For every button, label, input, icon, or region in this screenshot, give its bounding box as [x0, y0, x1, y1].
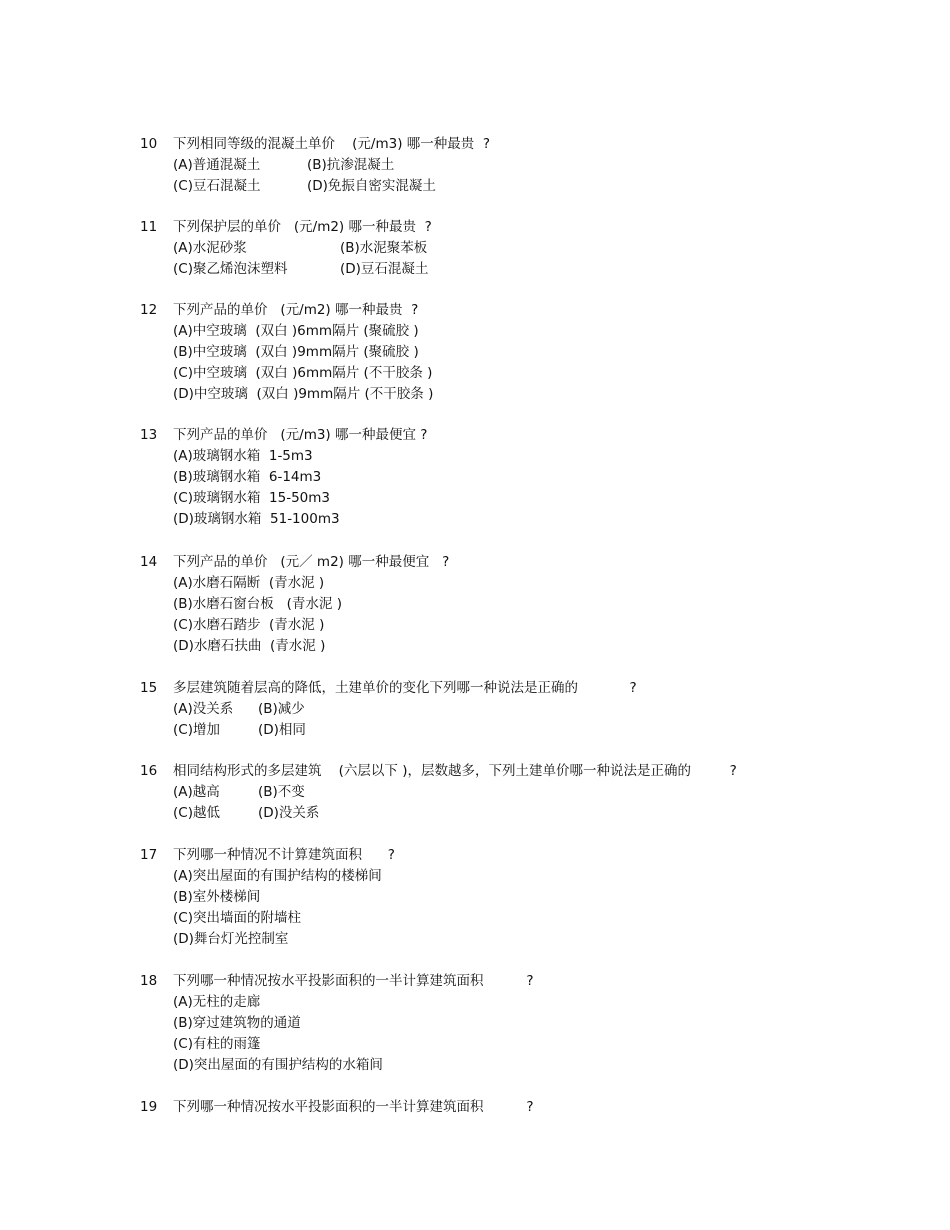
question-number: 17 [140, 847, 158, 863]
question-text: 下列产品的单价 (元/m2) 哪一种最贵 ? [173, 302, 419, 318]
option-row [173, 573, 900, 594]
question-text: 下列产品的单价 (元/m3) 哪一种最便宜 ? [173, 427, 428, 443]
question-13 [140, 425, 900, 530]
question-stem [140, 761, 900, 782]
option-row [173, 488, 900, 509]
options [173, 321, 900, 405]
option-row [173, 720, 900, 741]
option-row [173, 1055, 900, 1076]
question-number: 19 [140, 1099, 158, 1115]
options [173, 699, 900, 741]
option: (D)水磨石扶曲 (青水泥 ) [173, 638, 326, 654]
question-text: 下列哪一种情况按水平投影面积的一半计算建筑面积 ? [173, 1099, 534, 1115]
option: (C)中空玻璃 (双白 )6mm隔片 (不干胶条 ) [173, 365, 433, 381]
question-stem [140, 552, 900, 573]
question-text: 下列哪一种情况不计算建筑面积 ? [173, 847, 395, 863]
question-stem [140, 134, 900, 155]
option: (A)没关系 [173, 701, 234, 717]
question-stem [140, 678, 900, 699]
option-row [173, 155, 900, 176]
option-row [173, 929, 900, 950]
question-14 [140, 552, 900, 657]
option-row [173, 259, 900, 280]
option-row [173, 176, 900, 197]
option: (C)豆石混凝土 [173, 178, 261, 194]
question-stem [140, 971, 900, 992]
option-row [173, 887, 900, 908]
question-12 [140, 300, 900, 405]
question-text: 下列相同等级的混凝土单价 (元/m3) 哪一种最贵 ? [173, 136, 491, 152]
option: (D)突出屋面的有围护结构的水箱间 [173, 1057, 383, 1073]
question-number: 15 [140, 680, 158, 696]
option: (D)豆石混凝土 [340, 261, 429, 277]
question-number: 11 [140, 219, 158, 235]
option-row [173, 467, 900, 488]
option: (B)穿过建筑物的通道 [173, 1015, 301, 1031]
option: (C)水磨石踏步 (青水泥 ) [173, 617, 325, 633]
option-row [173, 594, 900, 615]
question-stem [140, 300, 900, 321]
option-row [173, 699, 900, 720]
option-row [173, 342, 900, 363]
option: (B)水泥聚苯板 [340, 240, 428, 256]
question-11 [140, 217, 900, 280]
option: (A)无柱的走廊 [173, 994, 261, 1010]
option-row [173, 1034, 900, 1055]
option: (D)没关系 [258, 805, 320, 821]
option: (C)增加 [173, 722, 220, 738]
question-text: 下列产品的单价 (元／ m2) 哪一种最便宜 ? [173, 554, 450, 570]
option-row [173, 509, 900, 530]
option: (C)有柱的雨篷 [173, 1036, 261, 1052]
option-row [173, 803, 900, 824]
option: (A)水磨石隔断 (青水泥 ) [173, 575, 325, 591]
question-number: 16 [140, 763, 158, 779]
option: (D)玻璃钢水箱 51-100m3 [173, 511, 340, 527]
option-row [173, 384, 900, 405]
option: (D)相同 [258, 722, 306, 738]
question-number: 18 [140, 973, 158, 989]
option: (B)室外楼梯间 [173, 889, 261, 905]
option: (A)越高 [173, 784, 220, 800]
question-17 [140, 845, 900, 950]
question-10 [140, 134, 900, 197]
options [173, 446, 900, 530]
option: (B)中空玻璃 (双白 )9mm隔片 (聚硫胶 ) [173, 344, 419, 360]
option: (C)玻璃钢水箱 15-50m3 [173, 490, 331, 506]
option-row [173, 363, 900, 384]
question-text: 下列保护层的单价 (元/m2) 哪一种最贵 ? [173, 219, 432, 235]
question-number: 13 [140, 427, 158, 443]
question-stem [140, 1097, 900, 1118]
question-stem [140, 845, 900, 866]
options [173, 782, 900, 824]
question-text: 多层建筑随着层高的降低，土建单价的变化下列哪一种说法是正确的 ? [173, 680, 637, 696]
option-row [173, 866, 900, 887]
option-row [173, 446, 900, 467]
option: (C)聚乙烯泡沫塑料 [173, 261, 288, 277]
option-row [173, 992, 900, 1013]
question-text: 相同结构形式的多层建筑 (六层以下 )，层数越多，下列土建单价哪一种说法是正确的 ? [173, 763, 737, 779]
option: (C)越低 [173, 805, 220, 821]
option-row [173, 321, 900, 342]
option-row [173, 908, 900, 929]
options [173, 238, 900, 280]
option-row [173, 636, 900, 657]
options [173, 866, 900, 950]
option: (B)玻璃钢水箱 6-14m3 [173, 469, 322, 485]
question-stem [140, 217, 900, 238]
option-row [173, 238, 900, 259]
option-row [173, 615, 900, 636]
question-number: 12 [140, 302, 158, 318]
option: (C)突出墙面的附墙柱 [173, 910, 301, 926]
option-row [173, 782, 900, 803]
option: (A)突出屋面的有围护结构的楼梯间 [173, 868, 382, 884]
option: (B)不变 [258, 784, 305, 800]
question-16 [140, 761, 900, 824]
question-text: 下列哪一种情况按水平投影面积的一半计算建筑面积 ? [173, 973, 534, 989]
option: (A)水泥砂浆 [173, 240, 247, 256]
option: (B)减少 [258, 701, 305, 717]
option-row [173, 1013, 900, 1034]
option: (D)中空玻璃 (双白 )9mm隔片 (不干胶条 ) [173, 386, 434, 402]
option: (B)水磨石窗台板 (青水泥 ) [173, 596, 342, 612]
options [173, 573, 900, 657]
options [173, 992, 900, 1076]
options [173, 155, 900, 197]
option: (D)舞台灯光控制室 [173, 931, 289, 947]
option: (D)免振自密实混凝土 [307, 178, 436, 194]
question-number: 14 [140, 554, 158, 570]
question-18 [140, 971, 900, 1076]
option: (A)中空玻璃 (双白 )6mm隔片 (聚硫胶 ) [173, 323, 419, 339]
option: (A)普通混凝土 [173, 157, 261, 173]
option: (B)抗渗混凝土 [307, 157, 395, 173]
question-stem [140, 425, 900, 446]
question-number: 10 [140, 136, 158, 152]
option: (A)玻璃钢水箱 1-5m3 [173, 448, 313, 464]
question-19 [140, 1097, 900, 1118]
question-15 [140, 678, 900, 741]
